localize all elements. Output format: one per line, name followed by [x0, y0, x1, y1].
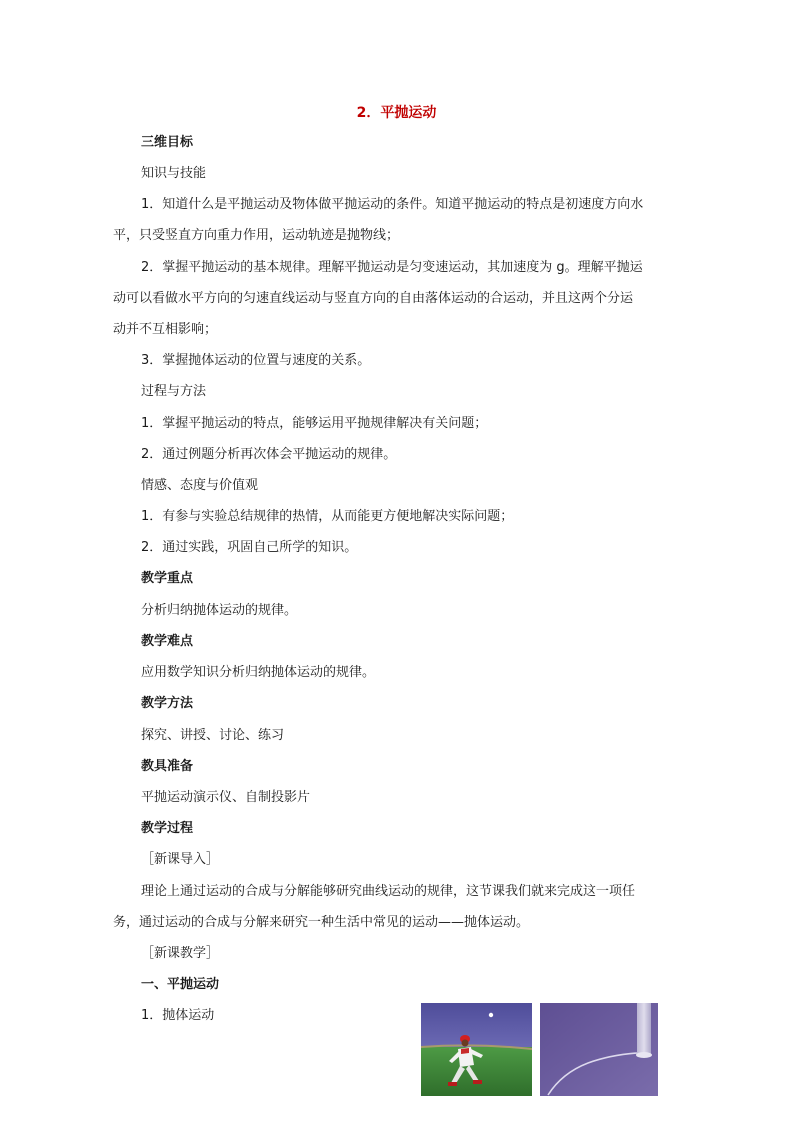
emotion-item-2: 2．通过实践，巩固自己所学的知识。 [141, 540, 358, 555]
baseball-pitcher-icon [421, 1003, 532, 1096]
process-heading: 过程与方法 [141, 384, 207, 399]
knowledge-item-1-line-1: 1．知道什么是平抛运动及物体做平抛运动的条件。知道平抛运动的特点是初速度方向水 [141, 197, 644, 212]
knowledge-item-3: 3．掌握抛体运动的位置与速度的关系。 [141, 353, 371, 368]
teaching-process-heading: 教学过程 [141, 821, 194, 836]
process-item-1: 1．掌握平抛运动的特点，能够运用平抛规律解决有关问题； [141, 416, 488, 431]
tools-text: 平抛运动演示仪、自制投影片 [141, 790, 311, 805]
baseball-pitcher-photo [421, 1003, 532, 1096]
water-jet-icon [540, 1003, 658, 1096]
emotion-heading: 情感、态度与价值观 [141, 478, 259, 493]
goals-heading: 三维目标 [141, 135, 194, 150]
tools-heading: 教具准备 [141, 759, 194, 774]
teach-tag: ［新课教学］ [141, 946, 220, 961]
emotion-item-1: 1．有参与实验总结规律的热情，从而能更方便地解决实际问题； [141, 509, 514, 524]
key-points-text: 分析归纳抛体运动的规律。 [141, 603, 298, 618]
knowledge-item-2-line-1: 2．掌握平抛运动的基本规律。理解平抛运动是匀变速运动，其加速度为 g。理解平抛运 [141, 260, 643, 275]
difficulty-heading: 教学难点 [141, 634, 194, 649]
knowledge-item-2-line-2: 动可以看做水平方向的匀速直线运动与竖直方向的自由落体运动的合运动，并且这两个分运 [113, 291, 634, 306]
intro-tag: ［新课导入］ [141, 852, 220, 867]
intro-line-1: 理论上通过运动的合成与分解能够研究曲线运动的规律，这节课我们就来完成这一项任 [141, 884, 636, 899]
knowledge-item-2-line-3: 动并不互相影响； [113, 322, 218, 337]
key-points-heading: 教学重点 [141, 571, 194, 586]
process-item-2: 2．通过例题分析再次体会平抛运动的规律。 [141, 447, 397, 462]
difficulty-text: 应用数学知识分析归纳抛体运动的规律。 [141, 665, 376, 680]
page-title: 2．平抛运动 [356, 105, 437, 121]
part1-heading: 一、平抛运动 [141, 977, 220, 992]
method-text: 探究、讲授、讨论、练习 [141, 728, 285, 743]
part1-item-1: 1．抛体运动 [141, 1008, 215, 1023]
intro-line-2: 务，通过运动的合成与分解来研究一种生活中常见的运动——抛体运动。 [113, 915, 530, 930]
knowledge-item-1-line-2: 平，只受竖直方向重力作用，运动轨迹是抛物线； [113, 228, 400, 243]
knowledge-heading: 知识与技能 [141, 166, 207, 181]
method-heading: 教学方法 [141, 696, 194, 711]
water-jet-photo [540, 1003, 658, 1096]
